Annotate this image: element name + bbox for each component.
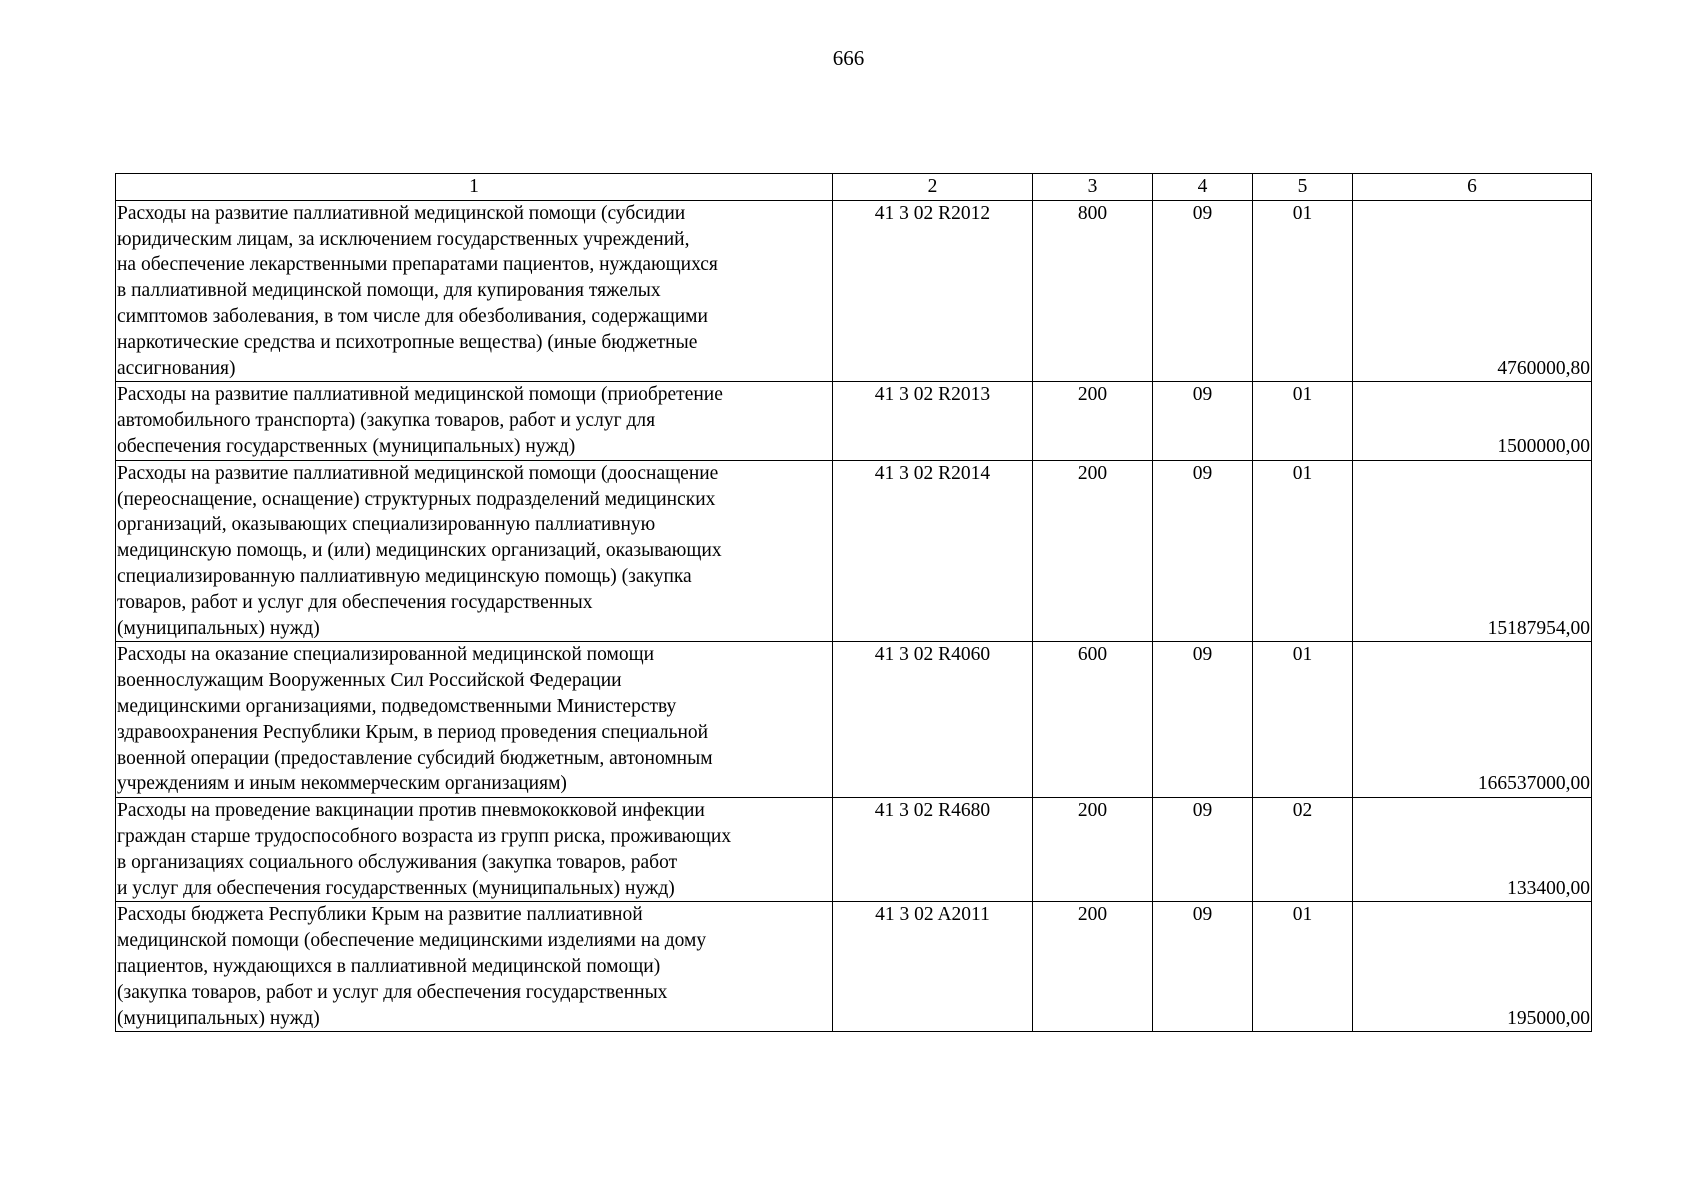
amount: 1500000,00 <box>1353 382 1592 460</box>
section-code: 09 <box>1153 460 1253 642</box>
column-header: 1 <box>116 174 833 201</box>
target-code: 41 3 02 R2013 <box>833 382 1033 460</box>
amount: 166537000,00 <box>1353 642 1592 798</box>
expense-description: Расходы бюджета Республики Крым на развитие паллиативной медицинской помощи (обеспечение медицинскими изделиями на дому пациентов, нуждающихся в паллиативной медицинской помощи) (закупка товаров, работ и услуг для обеспечения государственных (муниципальных) нужд) <box>116 902 833 1032</box>
target-code: 41 3 02 R4680 <box>833 798 1033 902</box>
expense-type-code: 600 <box>1033 642 1153 798</box>
section-code: 09 <box>1153 902 1253 1032</box>
table-header-row <box>116 174 1592 201</box>
subsection-code: 02 <box>1253 798 1353 902</box>
section-code: 09 <box>1153 642 1253 798</box>
target-code: 41 3 02 R2012 <box>833 200 1033 382</box>
table-row <box>116 460 1592 642</box>
target-code: 41 3 02 A2011 <box>833 902 1033 1032</box>
column-header: 6 <box>1353 174 1592 201</box>
section-code: 09 <box>1153 382 1253 460</box>
table-row <box>116 902 1592 1032</box>
subsection-code: 01 <box>1253 460 1353 642</box>
column-header: 5 <box>1253 174 1353 201</box>
expense-description: Расходы на развитие паллиативной медицинской помощи (дооснащение (переоснащение, оснащение) структурных подразделений медицинских организаций, оказывающих специализированную паллиативную медицинскую помощь, и (или) медицинских организаций, оказывающих специализированную паллиативную медицинскую помощь) (закупка товаров, работ и услуг для обеспечения государственных (муниципальных) нужд) <box>116 460 833 642</box>
subsection-code: 01 <box>1253 200 1353 382</box>
expense-description: Расходы на развитие паллиативной медицинской помощи (приобретение автомобильного транспорта) (закупка товаров, работ и услуг для обеспечения государственных (муниципальных) нужд) <box>116 382 833 460</box>
section-code: 09 <box>1153 200 1253 382</box>
page-number: 666 <box>832 46 865 70</box>
amount: 133400,00 <box>1353 798 1592 902</box>
column-header: 3 <box>1033 174 1153 201</box>
expense-description: Расходы на проведение вакцинации против пневмококковой инфекции граждан старше трудоспособного возраста из групп риска, проживающих в организациях социального обслуживания (закупка товаров, работ и услуг для обеспечения государственных (муниципальных) нужд) <box>116 798 833 902</box>
section-code: 09 <box>1153 798 1253 902</box>
expense-type-code: 200 <box>1033 382 1153 460</box>
amount: 195000,00 <box>1353 902 1592 1032</box>
target-code: 41 3 02 R2014 <box>833 460 1033 642</box>
subsection-code: 01 <box>1253 382 1353 460</box>
expense-type-code: 800 <box>1033 200 1153 382</box>
table-row <box>116 382 1592 460</box>
column-header: 2 <box>833 174 1033 201</box>
amount: 15187954,00 <box>1353 460 1592 642</box>
table-row <box>116 200 1592 382</box>
target-code: 41 3 02 R4060 <box>833 642 1033 798</box>
expense-type-code: 200 <box>1033 798 1153 902</box>
expense-description: Расходы на развитие паллиативной медицинской помощи (субсидии юридическим лицам, за исключением государственных учреждений, на обеспечение лекарственными препаратами пациентов, нуждающихся в паллиативной медицинской помощи, для купирования тяжелых симптомов заболевания, в том числе для обезболивания, содержащими наркотические средства и психотропные вещества) (иные бюджетные ассигнования) <box>116 200 833 382</box>
expense-description: Расходы на оказание специализированной медицинской помощи военнослужащим Вооруженных Сил Российской Федерации медицинскими организациями, подведомственными Министерству здравоохранения Республики Крым, в период проведения специальной военной операции (предоставление субсидий бюджетным, автономным учреждениям и иным некоммерческим организациям) <box>116 642 833 798</box>
table-row <box>116 642 1592 798</box>
expense-type-code: 200 <box>1033 460 1153 642</box>
amount: 4760000,80 <box>1353 200 1592 382</box>
subsection-code: 01 <box>1253 902 1353 1032</box>
expense-type-code: 200 <box>1033 902 1153 1032</box>
subsection-code: 01 <box>1253 642 1353 798</box>
table-row <box>116 798 1592 902</box>
budget-table <box>115 173 1592 1032</box>
column-header: 4 <box>1153 174 1253 201</box>
